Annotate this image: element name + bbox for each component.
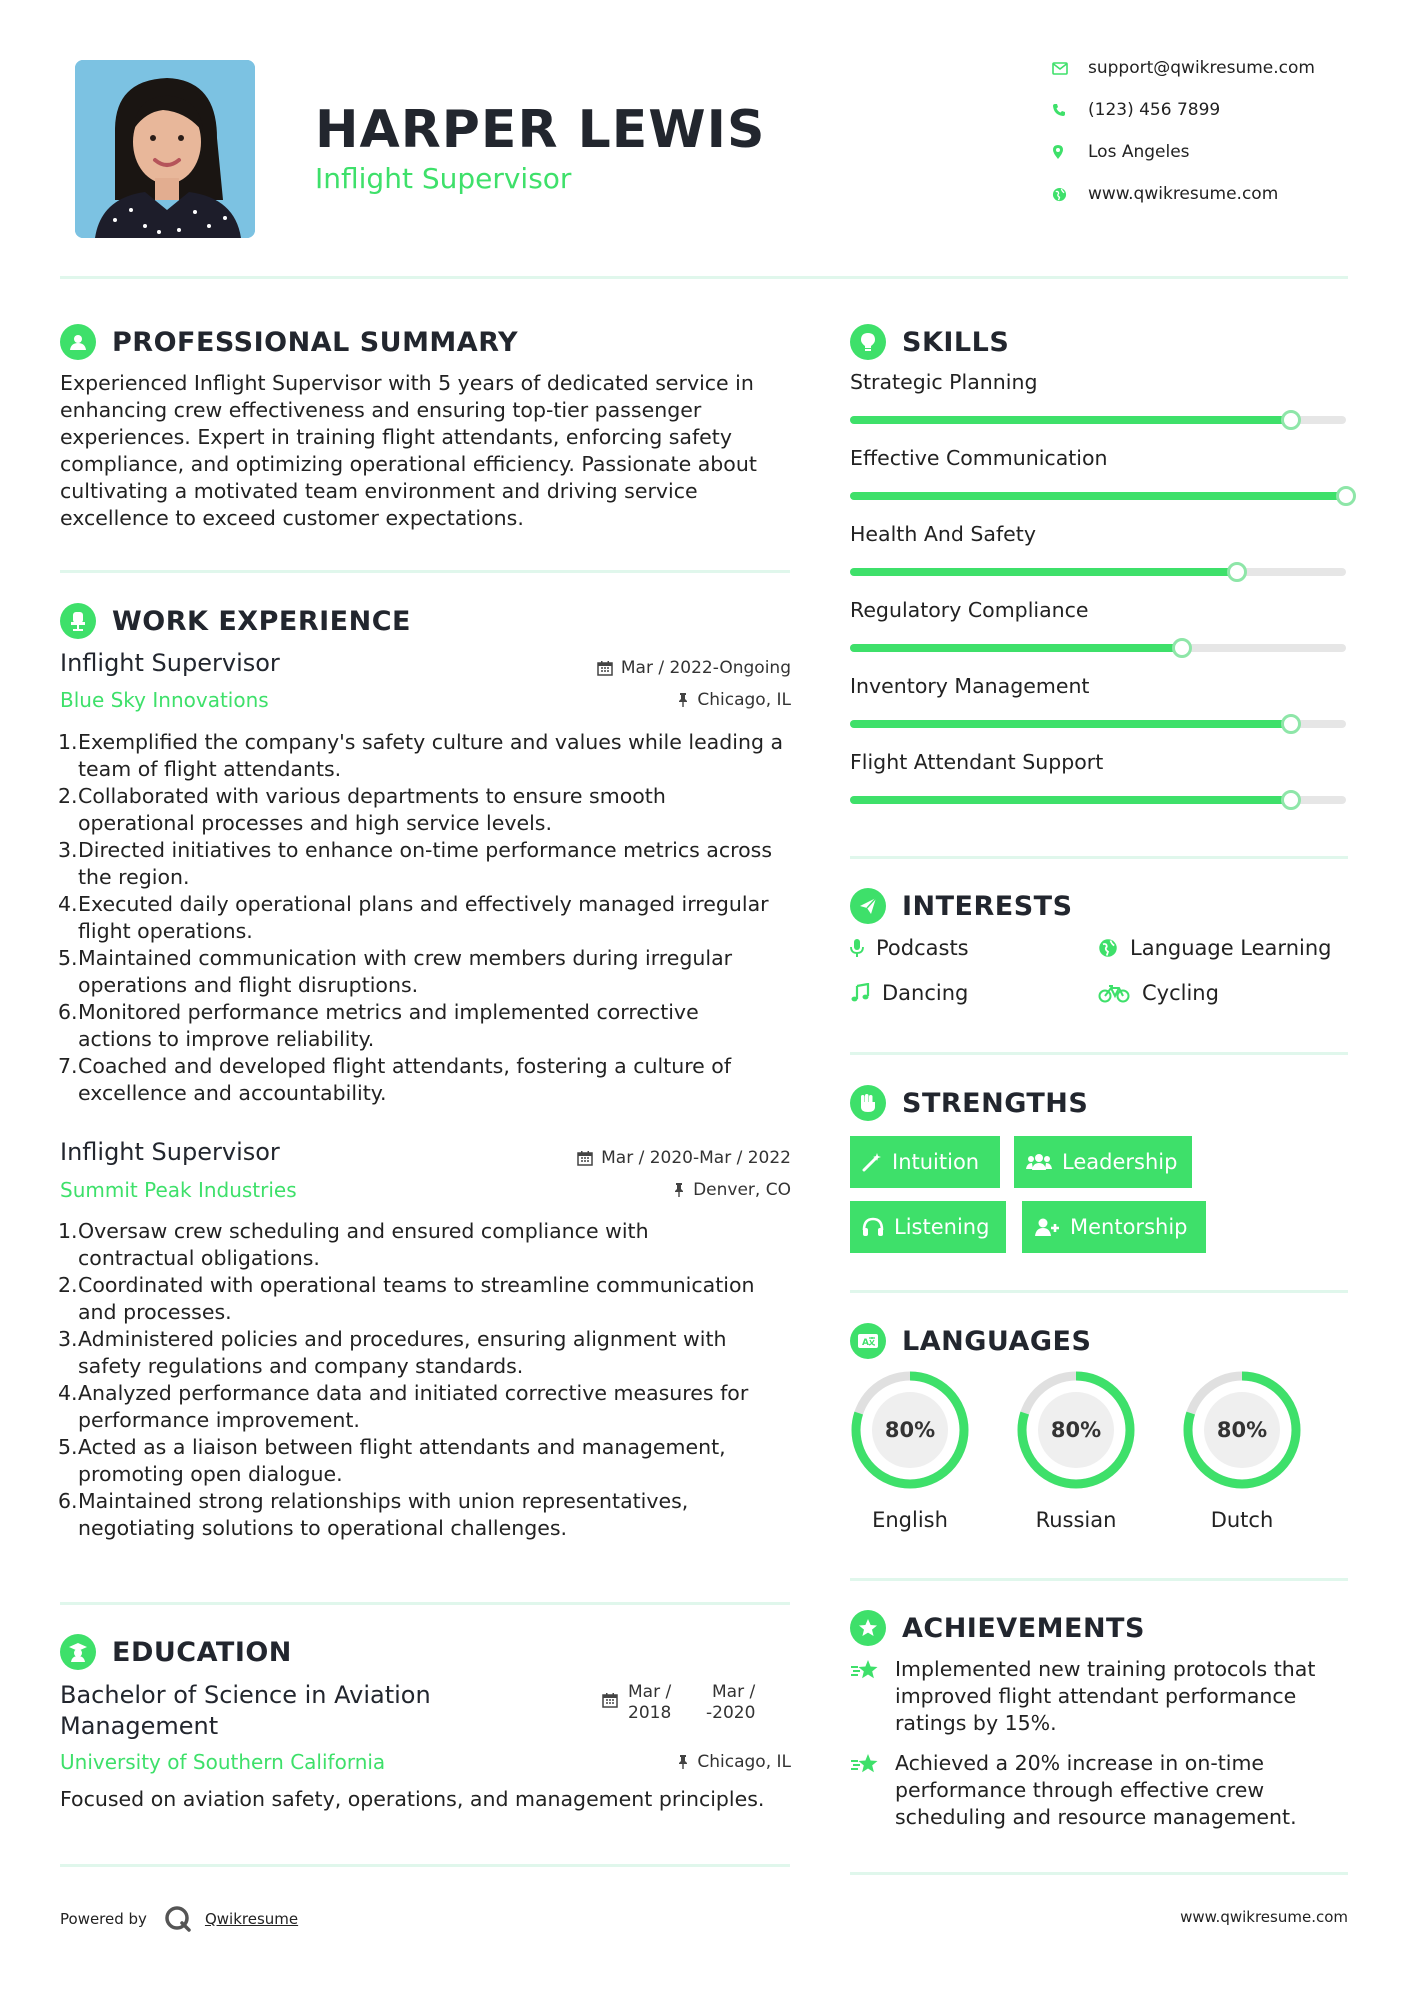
interest-podcasts: Podcasts (850, 936, 969, 960)
skill-bar-handle (1281, 714, 1301, 734)
list-item: 2. Coordinated with operational teams to streamline communication and processes. (58, 1273, 755, 1324)
footer-website[interactable]: www.qwikresume.com (1180, 1908, 1348, 1926)
summary-text (60, 370, 800, 532)
strengths-divider (850, 1290, 1348, 1293)
job-1-location-text: Chicago, IL (697, 690, 791, 710)
list-item: 6. Monitored performance metrics and implemented corrective actions to improve reliability. (58, 1000, 699, 1051)
strength-chip-intuition: Intuition (850, 1136, 1000, 1188)
headphones-icon (862, 1217, 884, 1237)
magic-wand-icon (862, 1152, 882, 1172)
skill-bar-track (850, 568, 1346, 576)
achievement-item: Achieved a 20% increase in on-time performance through effective crew scheduling and resource management. (850, 1750, 1350, 1831)
job-2-location-text: Denver, CO (693, 1180, 791, 1200)
footer-powered-by: Powered by Qwikresume (60, 1904, 298, 1934)
skill-bar-track (850, 796, 1346, 804)
education-description: Focused on aviation safety, operations, and management principles. (60, 1787, 765, 1811)
svg-text:A: A (862, 1338, 869, 1348)
skill-name: Effective Communication (850, 446, 1108, 470)
skill-name: Strategic Planning (850, 370, 1038, 394)
list-item: 1. Oversaw crew scheduling and ensured compliance with contractual obligations. (58, 1219, 649, 1270)
music-note-icon (850, 983, 870, 1003)
contact-email[interactable] (1052, 58, 1315, 78)
list-item: 3. Directed initiatives to enhance on-time performance metrics across the region. (58, 838, 773, 889)
languages-title: LANGUAGES (902, 1325, 1092, 1357)
skill-bar-track (850, 416, 1346, 424)
summary-line: cultivating a motivated team environment and driving service (60, 479, 698, 503)
calendar-icon (602, 1692, 618, 1712)
graduate-icon (60, 1634, 96, 1670)
skill-name: Inventory Management (850, 674, 1090, 698)
skill-bar-fill (850, 644, 1182, 652)
language-item (848, 1368, 972, 1532)
paper-plane-icon (850, 888, 886, 924)
language-name: English (872, 1508, 948, 1532)
skill-bar-handle (1336, 486, 1356, 506)
globe-icon (1052, 187, 1088, 202)
work-divider (60, 1602, 790, 1605)
strength-chip-mentorship: Mentorship (1022, 1201, 1206, 1253)
work-heading (60, 603, 411, 639)
list-item: 1. Exemplified the company's safety culture and values while leading a team of flight attendants. (58, 730, 784, 781)
skill-name: Flight Attendant Support (850, 750, 1104, 774)
job-2-title: Inflight Supervisor (60, 1138, 280, 1166)
language-name: Russian (1035, 1508, 1117, 1532)
job-1-company: Blue Sky Innovations (60, 688, 269, 712)
interests-heading (850, 888, 1073, 924)
list-item: 4. Analyzed performance data and initiated corrective measures for performance improvement. (58, 1381, 749, 1432)
bicycle-icon (1098, 983, 1130, 1003)
star-icon (850, 1656, 895, 1737)
strength-chip-leadership: Leadership (1014, 1136, 1192, 1188)
chair-icon (60, 603, 96, 639)
contact-website[interactable] (1052, 184, 1278, 204)
skill-bar-handle (1227, 562, 1247, 582)
languages-heading (850, 1323, 1091, 1359)
microphone-icon (850, 938, 864, 958)
education-date-start: Mar / 2018 (628, 1682, 672, 1723)
contact-location (1052, 142, 1190, 162)
list-item: 7. Coached and developed flight attendants, fostering a culture of excellence and accountability. (58, 1054, 732, 1105)
strengths-title: STRENGTHS (902, 1087, 1089, 1119)
lightbulb-icon (850, 324, 886, 360)
profile-photo-illustration (75, 60, 255, 238)
skill-bar-track (850, 492, 1346, 500)
summary-divider (60, 570, 790, 573)
star-icon (850, 1750, 895, 1831)
interest-language-learning: Language Learning (1098, 936, 1331, 960)
education-date-end: Mar / -2020 (706, 1682, 756, 1723)
list-item: 5. Acted as a liaison between flight attendants and management, promoting open dialogue. (58, 1435, 726, 1486)
map-pin-icon (1052, 144, 1088, 160)
achievements-divider (850, 1872, 1348, 1875)
languages-divider (850, 1578, 1348, 1581)
contact-location-text: Los Angeles (1088, 142, 1190, 162)
list-item: 3. Administered policies and procedures, ensuring alignment with safety regulations and company standards. (58, 1327, 727, 1378)
contact-phone-text: (123) 456 7899 (1088, 100, 1221, 120)
job-1-date-text: Mar / 2022-Ongoing (620, 658, 791, 678)
skills-divider (850, 856, 1348, 859)
list-item: 5. Maintained communication with crew members during irregular operations and flight disruptions. (58, 946, 733, 997)
skill-bar-fill (850, 796, 1291, 804)
work-title: WORK EXPERIENCE (112, 605, 411, 637)
pushpin-icon (673, 1182, 685, 1198)
skill-name: Regulatory Compliance (850, 598, 1089, 622)
summary-line: Experienced Inflight Supervisor with 5 years of dedicated service in (60, 371, 754, 395)
skill-bar-fill (850, 568, 1237, 576)
language-name: Dutch (1210, 1508, 1274, 1532)
education-location-text: Chicago, IL (697, 1752, 791, 1772)
language-card-icon (850, 1323, 886, 1359)
achievements-title: ACHIEVEMENTS (902, 1612, 1145, 1644)
skill-bar-fill (850, 720, 1291, 728)
contact-website-text: www.qwikresume.com (1088, 184, 1279, 204)
phone-icon (1052, 103, 1088, 117)
skills-title: SKILLS (902, 326, 1010, 358)
summary-line: experiences. Expert in training flight attendants, enforcing safety (60, 425, 732, 449)
job-1-title: Inflight Supervisor (60, 649, 280, 677)
job-2-company: Summit Peak Industries (60, 1178, 297, 1202)
user-plus-icon (1034, 1217, 1060, 1237)
job-2-location (500, 1180, 791, 1200)
skill-bar-handle (1281, 790, 1301, 810)
strength-chip-listening: Listening (850, 1201, 1006, 1253)
interests-title: INTERESTS (902, 890, 1073, 922)
skill-bar-track (850, 644, 1346, 652)
education-title: EDUCATION (112, 1636, 292, 1668)
interest-cycling: Cycling (1098, 981, 1219, 1005)
star-badge-icon (850, 1610, 886, 1646)
education-heading (60, 1634, 292, 1670)
summary-line: enhancing crew effectiveness and ensuring top-tier passenger (60, 398, 702, 422)
header-divider (60, 276, 1348, 279)
language-percent: 80% (1216, 1418, 1268, 1442)
candidate-name: HARPER LEWIS (315, 100, 766, 160)
language-percent: 80% (1050, 1418, 1102, 1442)
users-icon (1026, 1152, 1052, 1172)
job-1-duties (60, 729, 800, 1107)
fist-icon (850, 1085, 886, 1121)
language-item (1180, 1368, 1304, 1532)
summary-title: PROFESSIONAL SUMMARY (112, 326, 519, 358)
job-2-date-text: Mar / 2020-Mar / 2022 (601, 1148, 791, 1168)
skill-bar-fill (850, 492, 1346, 500)
contact-email-text: support@qwikresume.com (1088, 58, 1315, 78)
job-2-duties (60, 1218, 800, 1542)
skills-list (850, 370, 1350, 820)
language-percent: 80% (884, 1418, 936, 1442)
globe-icon (1098, 938, 1118, 958)
contact-phone[interactable] (1052, 100, 1220, 120)
list-item: 2. Collaborated with various departments to ensure smooth operational processes and high service levels. (58, 784, 666, 835)
envelope-icon (1052, 62, 1088, 75)
calendar-icon (597, 660, 613, 676)
list-item: 6. Maintained strong relationships with union representatives, negotiating solutions to operational challenges. (58, 1489, 689, 1540)
achievement-item: Implemented new training protocols that improved flight attendant performance ratings by 15%. (850, 1656, 1350, 1737)
school-name: University of Southern California (60, 1750, 386, 1774)
skill-bar-handle (1172, 638, 1192, 658)
summary-heading (60, 324, 518, 360)
degree-title: Bachelor of Science in Aviation Management (60, 1681, 431, 1740)
skills-heading (850, 324, 1009, 360)
candidate-role: Inflight Supervisor (315, 162, 572, 195)
job-1-date (500, 658, 791, 678)
qwikresume-logo-icon (163, 1904, 193, 1934)
interests-divider (850, 1052, 1348, 1055)
skill-bar-track (850, 720, 1346, 728)
strengths-heading (850, 1085, 1088, 1121)
pushpin-icon (677, 1754, 689, 1770)
calendar-icon (577, 1150, 593, 1166)
education-location (500, 1752, 791, 1772)
language-item (1014, 1368, 1138, 1532)
job-2-date (500, 1148, 791, 1168)
achievements-heading (850, 1610, 1145, 1646)
profile-photo (75, 60, 255, 238)
skill-name: Health And Safety (850, 522, 1036, 546)
education-divider (60, 1864, 790, 1867)
summary-line: compliance, and optimizing operational efficiency. Passionate about (60, 452, 757, 476)
list-item: 4. Executed daily operational plans and effectively managed irregular flight operations. (58, 892, 769, 943)
qwikresume-link[interactable]: Qwikresume (204, 1910, 299, 1928)
pushpin-icon (677, 692, 689, 708)
skill-bar-handle (1281, 410, 1301, 430)
skill-bar-fill (850, 416, 1291, 424)
job-1-location (500, 690, 791, 710)
interest-dancing: Dancing (850, 981, 968, 1005)
summary-line: excellence to exceed customer expectations. (60, 506, 524, 530)
user-icon (60, 324, 96, 360)
